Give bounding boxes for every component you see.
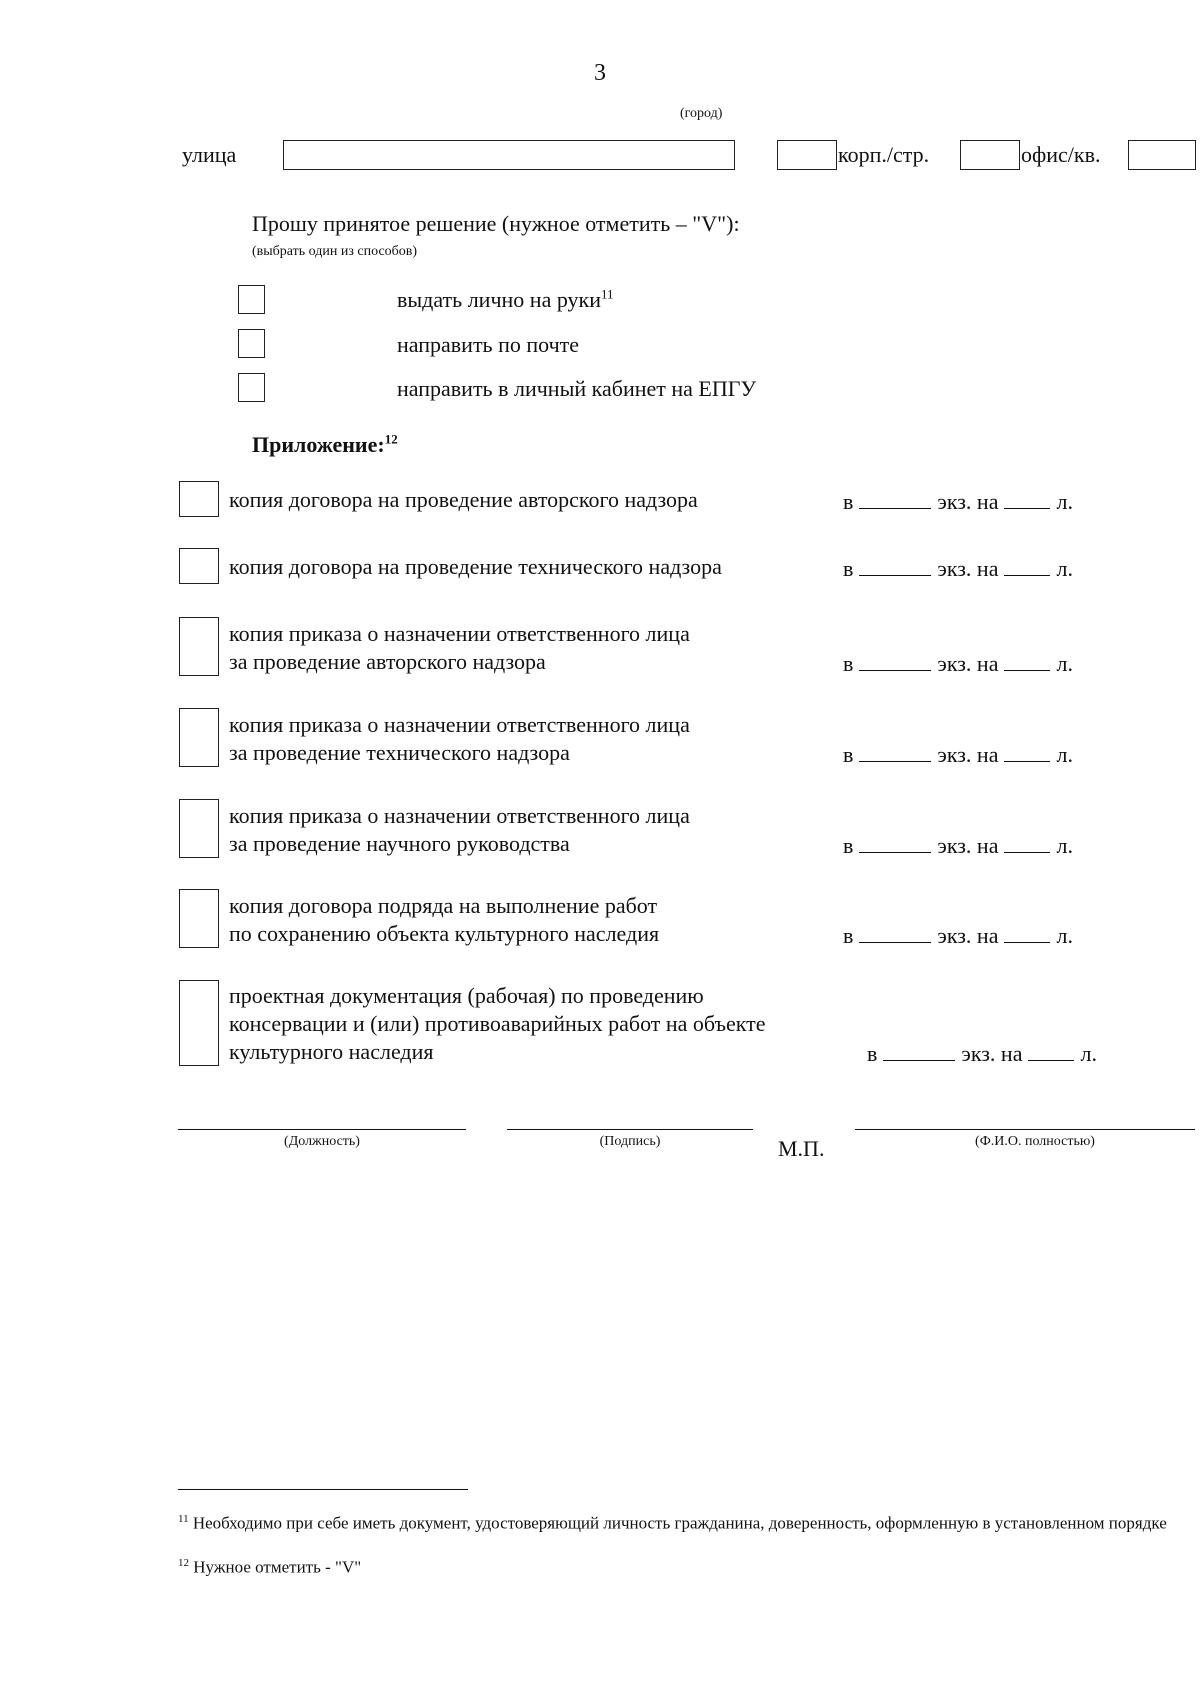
attachment-text-line: копия приказа о назначении ответственного лица — [229, 803, 690, 828]
attachment-checkbox-4[interactable] — [179, 708, 219, 767]
stamp-label: М.П. — [778, 1136, 825, 1161]
footnote-11 — [178, 1509, 1168, 1534]
attachment-checkbox-1[interactable] — [179, 481, 219, 517]
copies-prefix: в — [843, 923, 854, 948]
attachment-copies-4 — [843, 741, 1073, 768]
attachment-copies-5 — [843, 832, 1073, 859]
signature-caption: (Подпись) — [599, 1134, 661, 1149]
attachment-copies-7 — [867, 1040, 1097, 1067]
delivery-checkbox-mail[interactable] — [238, 329, 265, 358]
footnote-12 — [178, 1553, 1168, 1578]
delivery-option-epgu: направить в личный кабинет на ЕПГУ — [397, 376, 757, 401]
copies-mid: экз. на — [937, 651, 999, 676]
delivery-checkbox-in-person[interactable] — [238, 285, 265, 314]
position-line[interactable] — [178, 1129, 466, 1130]
attachment-checkbox-2[interactable] — [179, 548, 219, 584]
attachment-item-1 — [229, 486, 698, 514]
sheets-count-field[interactable] — [1028, 1040, 1074, 1061]
street-input[interactable] — [283, 140, 735, 170]
attachment-text-line: за проведение технического надзора — [229, 740, 570, 765]
footnote-number: 12 — [178, 1557, 189, 1569]
attachment-copies-1 — [843, 488, 1073, 515]
attachment-text-line: за проведение научного руководства — [229, 831, 570, 856]
copies-count-field[interactable] — [859, 922, 931, 943]
attachment-text-line: культурного наследия — [229, 1039, 434, 1064]
sheets-count-field[interactable] — [1004, 488, 1050, 509]
attachment-checkbox-5[interactable] — [179, 799, 219, 858]
copies-suffix: л. — [1056, 556, 1073, 581]
office-label: офис/кв. — [1021, 142, 1101, 167]
copies-suffix: л. — [1056, 489, 1073, 514]
attachment-text-line: копия договора на проведение авторского надзора — [229, 487, 698, 512]
delivery-option-mail: направить по почте — [397, 332, 580, 357]
copies-suffix: л. — [1080, 1041, 1097, 1066]
copies-prefix: в — [867, 1041, 878, 1066]
house-number-input[interactable] — [777, 140, 837, 170]
attachment-copies-2 — [843, 555, 1073, 582]
full-name-caption: (Ф.И.О. полностью) — [975, 1134, 1095, 1149]
copies-prefix: в — [843, 556, 854, 581]
attachment-item-6 — [229, 892, 659, 948]
copies-suffix: л. — [1056, 742, 1073, 767]
copies-count-field[interactable] — [859, 555, 931, 576]
street-label: улица — [182, 142, 237, 167]
attachment-checkbox-7[interactable] — [179, 980, 219, 1066]
office-input[interactable] — [1128, 140, 1196, 170]
attachment-text-line: консервации и (или) противоаварийных работ на объекте — [229, 1011, 766, 1036]
copies-mid: экз. на — [937, 556, 999, 581]
copies-count-field[interactable] — [859, 741, 931, 762]
attachment-item-7 — [229, 982, 766, 1066]
attachment-text-line: за проведение авторского надзора — [229, 649, 546, 674]
footnote-number: 11 — [178, 1513, 189, 1525]
building-input[interactable] — [960, 140, 1020, 170]
full-name-line[interactable] — [855, 1129, 1195, 1130]
copies-prefix: в — [843, 489, 854, 514]
copies-suffix: л. — [1056, 651, 1073, 676]
copies-mid: экз. на — [937, 923, 999, 948]
copies-suffix: л. — [1056, 923, 1073, 948]
copies-count-field[interactable] — [859, 650, 931, 671]
copies-count-field[interactable] — [859, 488, 931, 509]
attachment-text-line: проектная документация (рабочая) по проведению — [229, 983, 704, 1008]
sheets-count-field[interactable] — [1004, 741, 1050, 762]
attachment-item-3 — [229, 620, 690, 676]
delivery-checkbox-epgu[interactable] — [238, 373, 265, 402]
sheets-count-field[interactable] — [1004, 832, 1050, 853]
building-label: корп./стр. — [838, 142, 930, 167]
city-caption: (город) — [680, 106, 723, 121]
position-caption: (Должность) — [284, 1134, 360, 1149]
copies-prefix: в — [843, 651, 854, 676]
footnote-ref-11: 11 — [601, 286, 614, 302]
delivery-subheading: (выбрать один из способов) — [252, 244, 418, 259]
attachment-copies-6 — [843, 922, 1073, 949]
sheets-count-field[interactable] — [1004, 650, 1050, 671]
footnote-text: Необходимо при себе иметь документ, удостоверяющий личность гражданина, доверенность, оформленную в установленном порядке — [192, 1513, 1167, 1533]
copies-suffix: л. — [1056, 833, 1073, 858]
footnote-ref-12: 12 — [384, 431, 398, 447]
sheets-count-field[interactable] — [1004, 555, 1050, 576]
delivery-option-in-person — [397, 287, 614, 313]
footnote-separator — [178, 1489, 468, 1490]
copies-count-field[interactable] — [883, 1040, 955, 1061]
footnote-text: Нужное отметить - "V" — [193, 1557, 362, 1577]
copies-mid: экз. на — [937, 833, 999, 858]
attachment-copies-3 — [843, 650, 1073, 677]
page-number: 3 — [594, 60, 606, 86]
attachment-checkbox-3[interactable] — [179, 617, 219, 676]
attachment-item-4 — [229, 711, 690, 767]
attachments-heading — [252, 432, 398, 458]
copies-mid: экз. на — [937, 489, 999, 514]
attachment-text-line: копия договора подряда на выполнение работ — [229, 893, 658, 918]
attachment-checkbox-6[interactable] — [179, 889, 219, 948]
copies-count-field[interactable] — [859, 832, 931, 853]
delivery-option-label: выдать лично на руки — [397, 287, 602, 312]
attachment-item-5 — [229, 802, 690, 858]
signature-line[interactable] — [507, 1129, 753, 1130]
copies-mid: экз. на — [937, 742, 999, 767]
sheets-count-field[interactable] — [1004, 922, 1050, 943]
copies-mid: экз. на — [961, 1041, 1023, 1066]
attachment-text-line: по сохранению объекта культурного наследия — [229, 921, 660, 946]
attachment-text-line: копия договора на проведение технического надзора — [229, 554, 722, 579]
copies-prefix: в — [843, 742, 854, 767]
copies-prefix: в — [843, 833, 854, 858]
attachment-text-line: копия приказа о назначении ответственного лица — [229, 712, 690, 737]
delivery-heading: Прошу принятое решение (нужное отметить – "V"): — [252, 211, 740, 236]
attachments-heading-text: Приложение: — [252, 432, 385, 457]
attachment-item-2 — [229, 553, 722, 581]
attachment-text-line: копия приказа о назначении ответственного лица — [229, 621, 690, 646]
